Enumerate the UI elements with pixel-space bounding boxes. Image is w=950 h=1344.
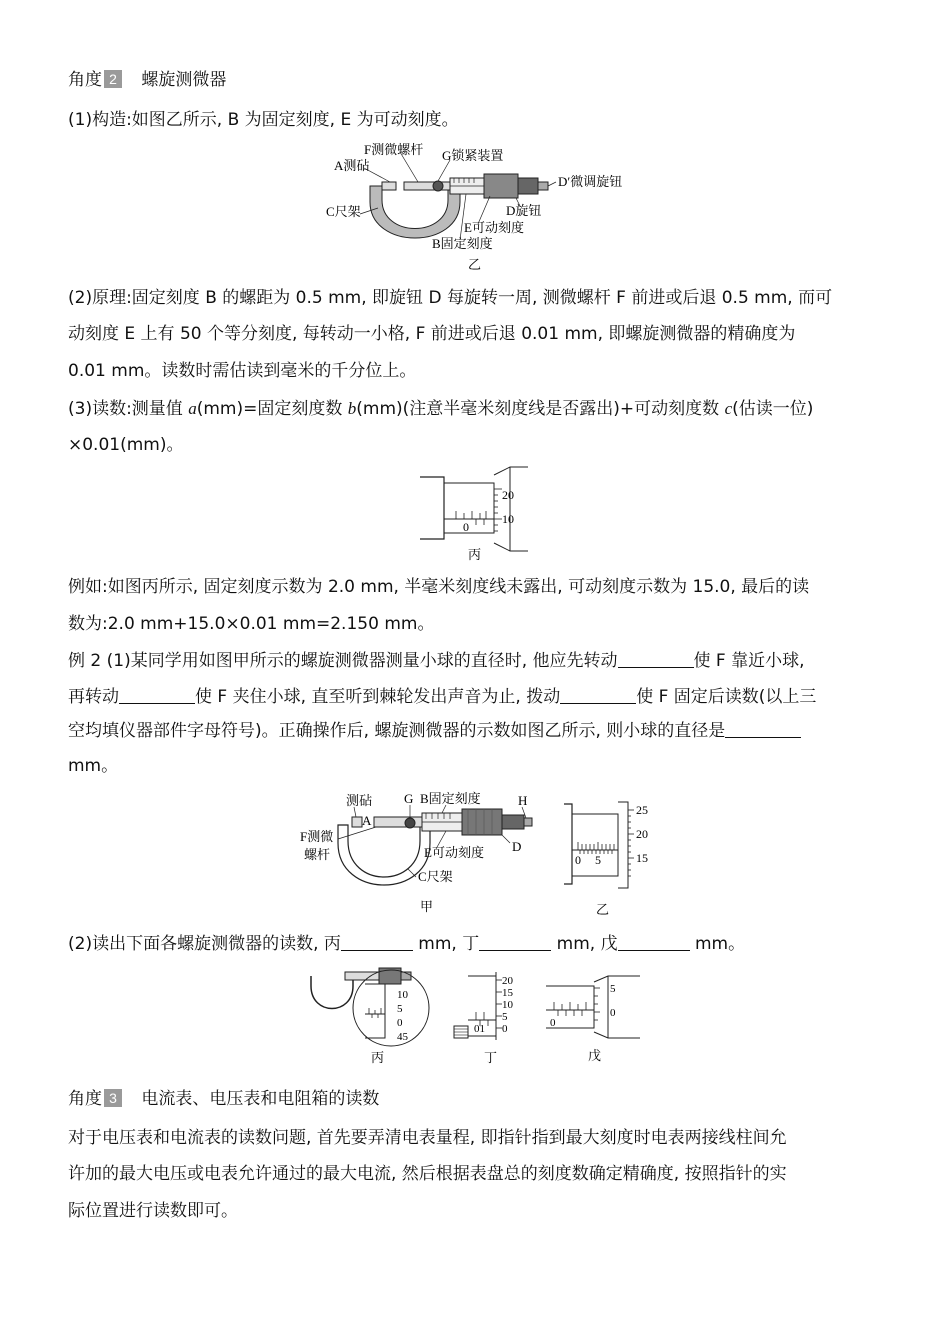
tick-10: 10 [502, 512, 514, 526]
tick-20: 20 [502, 975, 513, 987]
question-line-1 [68, 649, 805, 673]
label-h: H [518, 793, 528, 808]
tick-25: 25 [636, 803, 648, 817]
paragraph-principle-line-3: 0.01 mm。读数时需估读到毫米的千分位上。 [68, 361, 417, 381]
section-number-badge: 3 [104, 1089, 122, 1107]
figure-bing-small [305, 964, 437, 1066]
answer-blank-wu[interactable] [618, 932, 690, 951]
tick-20: 20 [636, 827, 648, 841]
label-spindle-2: 螺杆 [304, 847, 331, 862]
answer-blank-2[interactable] [119, 685, 195, 704]
text-segment: 例 2 (1)某同学用如图甲所示的螺旋测微器测量小球的直径时, 他应先转动 [68, 651, 618, 671]
section-prefix: 角度 [68, 1089, 102, 1109]
section-title: 电流表、电压表和电阻箱的读数 [141, 1089, 380, 1109]
tick-15: 15 [636, 851, 648, 865]
tick-0: 0 [463, 520, 469, 534]
label-spindle: F测微螺杆 [364, 142, 424, 157]
label-spindle-1: F测微 [300, 829, 334, 844]
text-segment: (mm)=固定刻度数 [196, 399, 348, 419]
answer-blank-bing[interactable] [341, 932, 413, 951]
tick-20: 20 [502, 488, 514, 502]
figure-caption: 丁 [484, 1050, 498, 1065]
tick-45: 45 [397, 1031, 408, 1043]
label-fixed-scale: B固定刻度 [432, 236, 493, 251]
figure-caption: 乙 [596, 902, 610, 917]
tick-5: 5 [397, 1003, 403, 1015]
label-fixed-scale: B固定刻度 [420, 791, 481, 806]
text-segment: 使 F 靠近小球, [693, 651, 805, 671]
paragraph-principle-line-2: 动刻度 E 上有 50 个等分刻度, 每转动一小格, F 前进或后退 0.01 mm, 即螺旋测微器的精确度为 [68, 324, 796, 344]
tick-0-left: 0 [550, 1017, 556, 1029]
question-line-2 [68, 685, 816, 709]
paragraph-meters-line-3: 际位置进行读数即可。 [68, 1201, 238, 1221]
paragraph-example-line-1: 例如:如图丙所示, 固定刻度示数为 2.0 mm, 半毫米刻度线未露出, 可动刻度示数为 15.0, 最后的读 [68, 577, 810, 597]
section-prefix: 角度 [68, 70, 102, 90]
figure-yi-reading [558, 798, 668, 920]
label-knob: D旋钮 [506, 203, 542, 218]
text-segment: (3)读数:测量值 [68, 399, 189, 419]
question-line-3 [68, 719, 801, 743]
paragraph-construction: (1)构造:如图乙所示, B 为固定刻度, E 为可动刻度。 [68, 110, 459, 130]
micrometer-diagram [320, 138, 640, 273]
reading-yi-diagram [558, 798, 668, 920]
figure-caption: 丙 [371, 1050, 385, 1065]
paragraph-example-line-2: 数为:2.0 mm+15.0×0.01 mm=2.150 mm。 [68, 614, 435, 634]
tick-01: 01 [474, 1023, 485, 1035]
reading-bing-small-diagram [305, 964, 437, 1066]
paragraph-reading-line-1 [68, 397, 813, 421]
section-3-heading [68, 1087, 379, 1111]
tick-5: 5 [595, 853, 601, 867]
answer-blank-4[interactable] [725, 719, 801, 738]
label-a: A [362, 813, 372, 828]
question-2-line [68, 932, 745, 956]
label-frame: C尺架 [418, 869, 453, 884]
label-lock: G锁紧装置 [442, 148, 504, 163]
figure-ding-small [452, 970, 532, 1066]
tick-5: 5 [502, 1011, 508, 1023]
tick-5: 5 [610, 983, 616, 995]
variable-b: b [347, 399, 357, 418]
variable-a: a [188, 399, 197, 418]
figure-caption: 乙 [468, 257, 482, 272]
label-fine-knob: D′微调旋钮 [558, 174, 623, 189]
paragraph-meters-line-2: 许加的最大电压或电表允许通过的最大电流, 然后根据表盘总的刻度数确定精确度, 按照指针的实 [68, 1164, 787, 1184]
text-segment: 使 F 夹住小球, 直至听到棘轮发出声音为止, 拨动 [195, 687, 561, 707]
answer-blank-ding[interactable] [479, 932, 551, 951]
figure-caption: 戊 [588, 1048, 602, 1063]
reading-example-diagram [418, 465, 533, 563]
figure-reading-example [418, 465, 533, 563]
tick-0: 0 [502, 1023, 508, 1035]
figure-jia [296, 785, 546, 920]
label-g: G [404, 791, 414, 806]
label-frame: C尺架 [326, 204, 361, 219]
question-line-4: mm。 [68, 756, 119, 776]
text-segment: (估读一位) [732, 399, 814, 419]
section-number-badge: 2 [104, 70, 122, 88]
text-segment: mm, 戊 [551, 934, 618, 954]
paragraph-reading-line-2: ×0.01(mm)。 [68, 435, 184, 455]
answer-blank-1[interactable] [618, 649, 694, 668]
reading-wu-small-diagram [544, 974, 644, 1066]
text-segment: mm。 [689, 934, 746, 954]
text-segment: 再转动 [68, 687, 119, 707]
paragraph-principle-line-1: (2)原理:固定刻度 B 的螺距为 0.5 mm, 即旋钮 D 每旋转一周, 测微螺杆 F 前进或后退 0.5 mm, 而可 [68, 288, 833, 308]
label-anvil: A测砧 [334, 158, 370, 173]
text-segment: (2)读出下面各螺旋测微器的读数, 丙 [68, 934, 341, 954]
tick-10: 10 [502, 999, 513, 1011]
label-anvil: 测砧 [346, 793, 373, 808]
text-segment: mm, 丁 [412, 934, 480, 954]
label-movable-scale: E可动刻度 [424, 845, 484, 860]
figure-caption: 丙 [468, 547, 482, 562]
text-segment: (mm)(注意半毫米刻度线是否露出)+可动刻度数 [356, 399, 725, 419]
tick-15: 15 [502, 987, 513, 999]
tick-10: 10 [397, 989, 408, 1001]
tick-0-right: 0 [610, 1007, 616, 1019]
paragraph-meters-line-1: 对于电压表和电流表的读数问题, 首先要弄清电表量程, 即指针指到最大刻度时电表两接线柱间允 [68, 1128, 787, 1148]
answer-blank-3[interactable] [560, 685, 636, 704]
section-title: 螺旋测微器 [141, 70, 227, 90]
label-d: D [512, 839, 522, 854]
text-segment: 空均填仪器部件字母符号)。正确操作后, 螺旋测微器的示数如图乙所示, 则小球的直径是 [68, 721, 726, 741]
tick-0: 0 [397, 1017, 403, 1029]
micrometer-jia-diagram [296, 785, 546, 920]
variable-c: c [724, 399, 733, 418]
text-segment: 使 F 固定后读数(以上三 [636, 687, 817, 707]
reading-ding-small-diagram [452, 970, 532, 1066]
label-movable-scale: E可动刻度 [464, 220, 524, 235]
section-2-heading [68, 68, 226, 92]
figure-micrometer-construction [320, 138, 640, 273]
tick-0: 0 [575, 853, 581, 867]
figure-wu-small [544, 974, 644, 1066]
figure-caption: 甲 [420, 899, 434, 914]
